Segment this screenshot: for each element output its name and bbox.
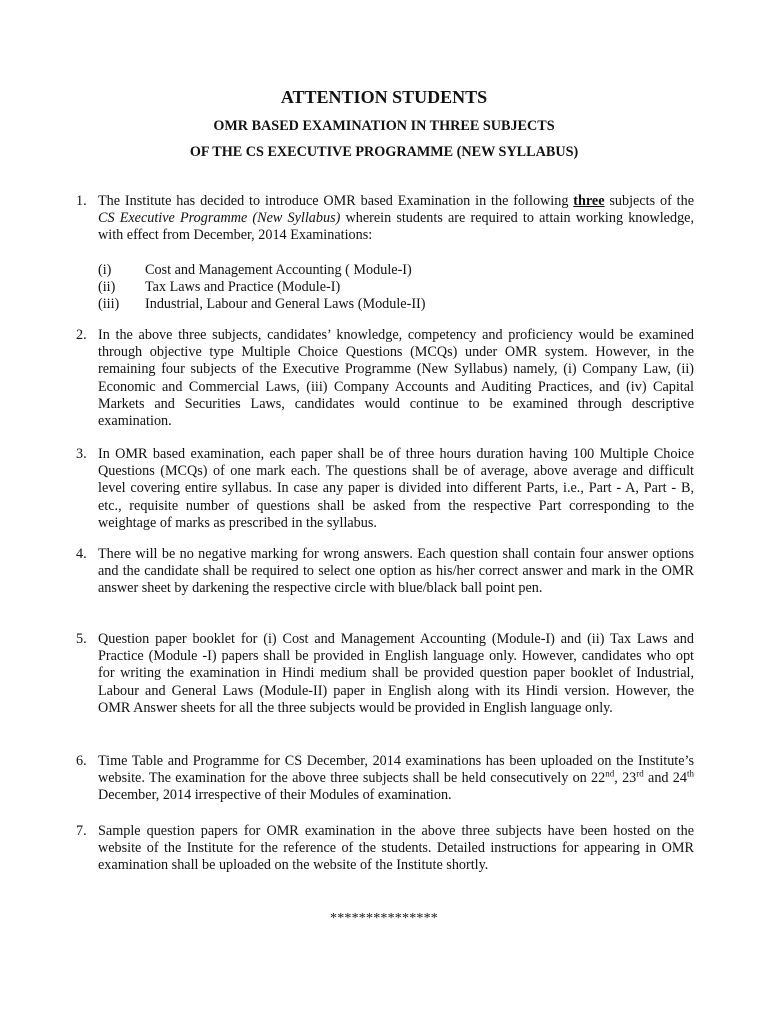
text-segment: wherein students are required to attain working knowledge, with effect from December, 2014 Examinations: (98, 210, 695, 244)
subtitle-line-2: OF THE CS EXECUTIVE PROGRAMME (NEW SYLLABUS) (189, 144, 579, 160)
list-item-7 (76, 823, 694, 875)
exam-date-day: 24 (672, 770, 687, 787)
list-item-6 (76, 753, 694, 805)
item-text: In OMR based examination, each paper shall be of three hours duration having 100 Multiple Choice Questions (MCQs) of one mark each. The questions shall be of average, above average and difficult level covering entire syllabus. In case any paper is divided into different Parts, i.e., Part - A, Part - B, etc., requisite number of questions shall be asked from the respective Part corresponding to the weightage of marks as prescribed in the syllabus. (98, 446, 694, 531)
ordinal-suffix: rd (636, 768, 644, 779)
item-number: 6. (76, 753, 87, 769)
item-text (98, 753, 694, 805)
list-item-5 (76, 631, 694, 717)
page-title: ATTENTION STUDENTS (280, 87, 488, 107)
text-segment: subjects of the (604, 193, 694, 209)
exam-date-day: 23 (622, 770, 637, 787)
emphasis-three: three (573, 193, 605, 209)
item-number: 1. (76, 193, 87, 209)
item-number: 5. (76, 631, 87, 647)
item-text: Question paper booklet for (i) Cost and Management Accounting (Module-I) and (ii) Tax Laws and Practice (Module -I) papers shall be provided in English language only. However, candidates who opt for writing the examination in Hindi medium shall be provided question paper booklet of Industrial, Labour and General Laws (Module-II) paper in English along with its Hindi version. However, the OMR Answer sheets for all the three subjects would be provided in English language only. (98, 631, 694, 716)
list-item-4 (76, 546, 694, 598)
text-segment: December, 2014 irrespective of their Modules of examination. (98, 787, 452, 804)
subject-list (98, 262, 694, 314)
text-segment: and (643, 770, 673, 787)
exam-date-day: 22 (591, 770, 606, 787)
subject-item (98, 262, 694, 279)
item-text: There will be no negative marking for wrong answers. Each question shall contain four answer options and the candidate shall be required to select one option as his/her correct answer and mark in the OMR answer sheet by darkening the respective circle with blue/black ball point pen. (98, 546, 694, 597)
roman-numeral: (ii) (98, 278, 116, 295)
roman-numeral: (i) (98, 261, 112, 278)
item-text: Sample question papers for OMR examination in the above three subjects have been hosted on the website of the Institute for the reference of the students. Detailed instructions for appearing in OMR examination shall be uploaded on the website of the Institute shortly. (98, 823, 694, 874)
subject-text: Industrial, Labour and General Laws (Module-II) (145, 296, 426, 313)
item-text (98, 193, 694, 245)
programme-name: CS Executive Programme (New Syllabus) (98, 210, 341, 227)
ordinal-suffix: th (686, 768, 694, 779)
item-number: 7. (76, 823, 87, 839)
text-segment: Time Table and Programme for CS December, 2014 examinations has been uploaded on the Institute’s website. The examination for the above three subjects shall be held consecutively on (98, 753, 694, 787)
roman-numeral: (iii) (98, 296, 120, 313)
subject-item (98, 279, 694, 296)
list-item-1 (76, 193, 694, 313)
subject-text: Cost and Management Accounting ( Module-I) (145, 261, 412, 278)
subtitle-line-1: OMR BASED EXAMINATION IN THREE SUBJECTS (213, 118, 555, 134)
item-number: 2. (76, 327, 87, 343)
item-text: In the above three subjects, candidates’ knowledge, competency and proficiency would be examined through objective type Multiple Choice Questions (MCQs) under OMR system. However, in the remaining four subjects of the Executive Programme (New Syllabus) namely, (i) Company Law, (ii) Economic and Commercial Laws, (iii) Company Accounts and Auditing Practices, and (iv) Capital Markets and Securities Laws, candidates would continue to be examined through descriptive examination. (98, 327, 694, 430)
subject-text: Tax Laws and Practice (Module-I) (145, 278, 341, 295)
text-segment: The Institute has decided to introduce OMR based Examination in the following (98, 193, 574, 209)
list-item-2 (76, 327, 694, 430)
text-segment: , (614, 770, 623, 787)
item-number: 3. (76, 446, 87, 462)
footer-separator: *************** (330, 911, 438, 926)
item-number: 4. (76, 546, 87, 562)
ordinal-suffix: nd (605, 768, 615, 779)
list-item-3 (76, 446, 694, 532)
subject-item (98, 296, 694, 313)
